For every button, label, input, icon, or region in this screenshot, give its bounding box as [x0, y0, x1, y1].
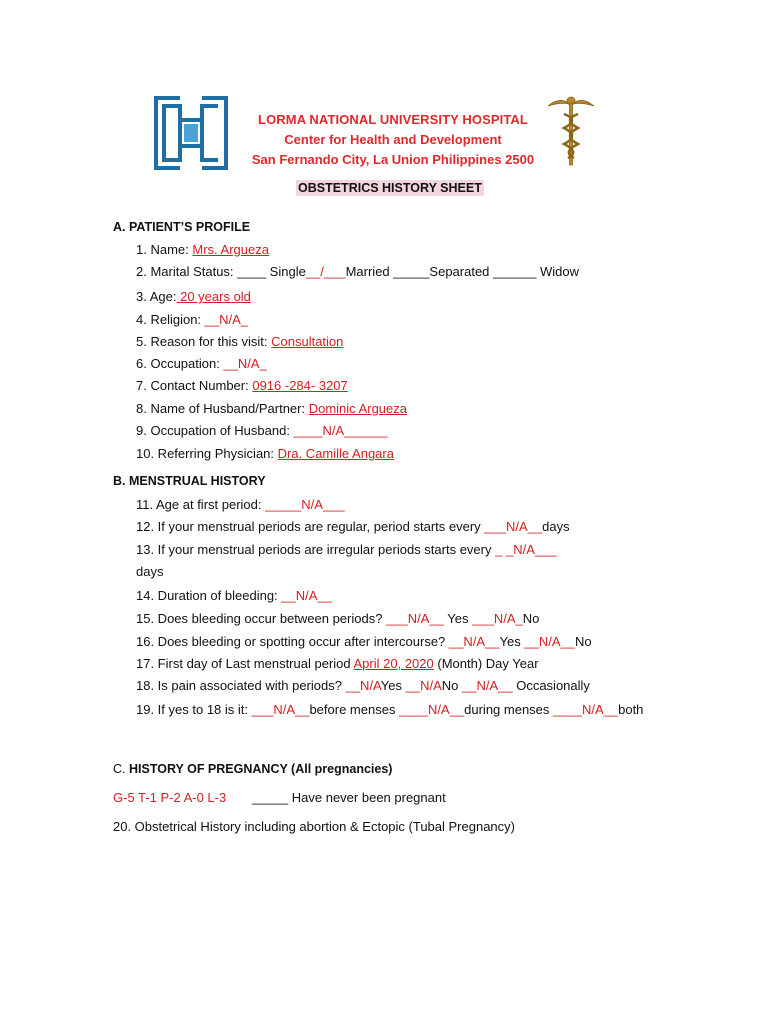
q6-label: 6. Occupation:	[136, 356, 220, 371]
q10-label: 10. Referring Physician:	[136, 446, 275, 461]
q12-after: days	[542, 519, 570, 534]
q8-husband	[136, 401, 407, 416]
q14-label: 14. Duration of bleeding:	[136, 588, 278, 603]
q18-no-value: __N/A	[405, 678, 442, 693]
q1-name	[136, 242, 269, 257]
q19	[136, 702, 643, 717]
q18-occ-label: Occasionally	[516, 678, 590, 693]
hospital-name: LORMA NATIONAL UNIVERSITY HOSPITAL	[258, 112, 528, 127]
q12-label: 12. If your menstrual periods are regular, period starts every	[136, 519, 481, 534]
q16-yes-value: __N/A__	[448, 634, 500, 649]
section-c-prefix: C.	[113, 762, 126, 776]
q5-label: 5. Reason for this visit:	[136, 334, 268, 349]
q16-label: 16. Does bleeding or spotting occur after intercourse?	[136, 634, 446, 649]
q2-marital	[136, 264, 579, 279]
q18-occ-value: __N/A__	[462, 678, 513, 693]
q16-no-label: No	[574, 634, 592, 649]
hospital-address: San Fernando City, La Union Philippines 2500	[251, 152, 535, 167]
q2-label: 2. Marital Status: ____ Single	[136, 264, 306, 279]
q15-no-label: No	[522, 611, 540, 626]
q6-occupation	[136, 356, 267, 371]
q8-value: Dominic Argueza	[308, 401, 407, 416]
q13-label: 13. If your menstrual periods are irregular periods starts every	[136, 542, 492, 557]
q11-value: _____N/A___	[265, 497, 345, 512]
q19-during-value: ____N/A__	[399, 702, 465, 717]
q19-both-label: both	[618, 702, 644, 717]
q17-value: April 20, 2020	[353, 656, 434, 671]
q17-after: (Month) Day Year	[437, 656, 539, 671]
q19-label: 19. If yes to 18 is it:	[136, 702, 248, 717]
q19-both-value: ____N/A__	[553, 702, 619, 717]
q6-value: __N/A_	[223, 356, 267, 371]
q2-mark: __/___	[305, 264, 346, 279]
q19-during-label: during menses	[464, 702, 550, 717]
page-title: OBSTETRICS HISTORY SHEET	[298, 181, 482, 195]
q10-physician	[136, 446, 394, 461]
q18	[136, 678, 590, 693]
q13-days: days	[136, 564, 164, 579]
q13	[136, 542, 557, 557]
q4-religion	[136, 312, 248, 327]
q7-label: 7. Contact Number:	[136, 378, 249, 393]
q19-before-value: ___N/A__	[251, 702, 310, 717]
q18-label: 18. Is pain associated with periods?	[136, 678, 342, 693]
q2-rest: Married _____Separated ______ Widow	[345, 264, 580, 279]
q5-reason	[136, 334, 343, 349]
section-c-title: HISTORY OF PREGNANCY (All pregnancies)	[128, 762, 393, 776]
q17-label: 17. First day of Last menstrual period	[136, 656, 351, 671]
q18-yes-label: Yes	[380, 678, 402, 693]
q15-yes-label: Yes	[447, 611, 469, 626]
q9-husband-occupation	[136, 423, 388, 438]
q15-label: 15. Does bleeding occur between periods?	[136, 611, 383, 626]
q3-label: 3. Age:	[136, 289, 177, 304]
q20: 20. Obstetrical History including abortion & Ectopic (Tubal Pregnancy)	[113, 819, 515, 834]
q9-label: 9. Occupation of Husband:	[136, 423, 290, 438]
q8-label: 8. Name of Husband/Partner:	[136, 401, 306, 416]
section-a-heading: A. PATIENT’S PROFILE	[113, 220, 251, 234]
q5-value: Consultation	[271, 334, 344, 349]
q16	[136, 634, 592, 649]
q7-value: 0916 -284- 3207	[252, 378, 348, 393]
section-b-heading: B. MENSTRUAL HISTORY	[113, 474, 266, 488]
caduceus-icon	[546, 92, 596, 170]
q18-yes-value: __N/A	[345, 678, 381, 693]
q12	[136, 519, 570, 534]
q12-value: ___N/A__	[484, 519, 543, 534]
q1-value: Mrs. Argueza	[192, 242, 269, 257]
q11-label: 11. Age at first period:	[136, 497, 262, 512]
q15-yes-value: ___N/A__	[386, 611, 444, 626]
q7-contact	[136, 378, 348, 393]
hospital-header	[150, 92, 630, 174]
q17	[136, 656, 539, 671]
q18-no-label: No	[441, 678, 459, 693]
q13-value: _ _N/A___	[495, 542, 557, 557]
q16-yes-label: Yes	[499, 634, 521, 649]
q1-label: 1. Name:	[136, 242, 189, 257]
q10-value: Dra. Camille Angara	[277, 446, 394, 461]
q15-no-value: ___N/A_	[472, 611, 523, 626]
section-c-heading	[113, 762, 392, 776]
hospital-cross-logo-icon	[150, 94, 232, 172]
q9-value: ____N/A______	[293, 423, 388, 438]
q15	[136, 611, 539, 626]
q3-value: 20 years old	[176, 289, 251, 304]
q16-no-value: __N/A__	[524, 634, 575, 649]
q4-label: 4. Religion:	[136, 312, 202, 327]
q19-before-label: before menses	[309, 702, 396, 717]
q14	[136, 588, 332, 603]
gtpal-score: G-5 T-1 P-2 A-0 L-3	[113, 790, 227, 805]
hospital-name-block	[238, 110, 548, 170]
q4-value: __N/A_	[204, 312, 249, 327]
hospital-center: Center for Health and Development	[284, 132, 502, 147]
q11	[136, 497, 345, 512]
q3-age	[136, 289, 251, 304]
q14-value: __N/A__	[281, 588, 332, 603]
never-pregnant: _____ Have never been pregnant	[252, 790, 446, 805]
